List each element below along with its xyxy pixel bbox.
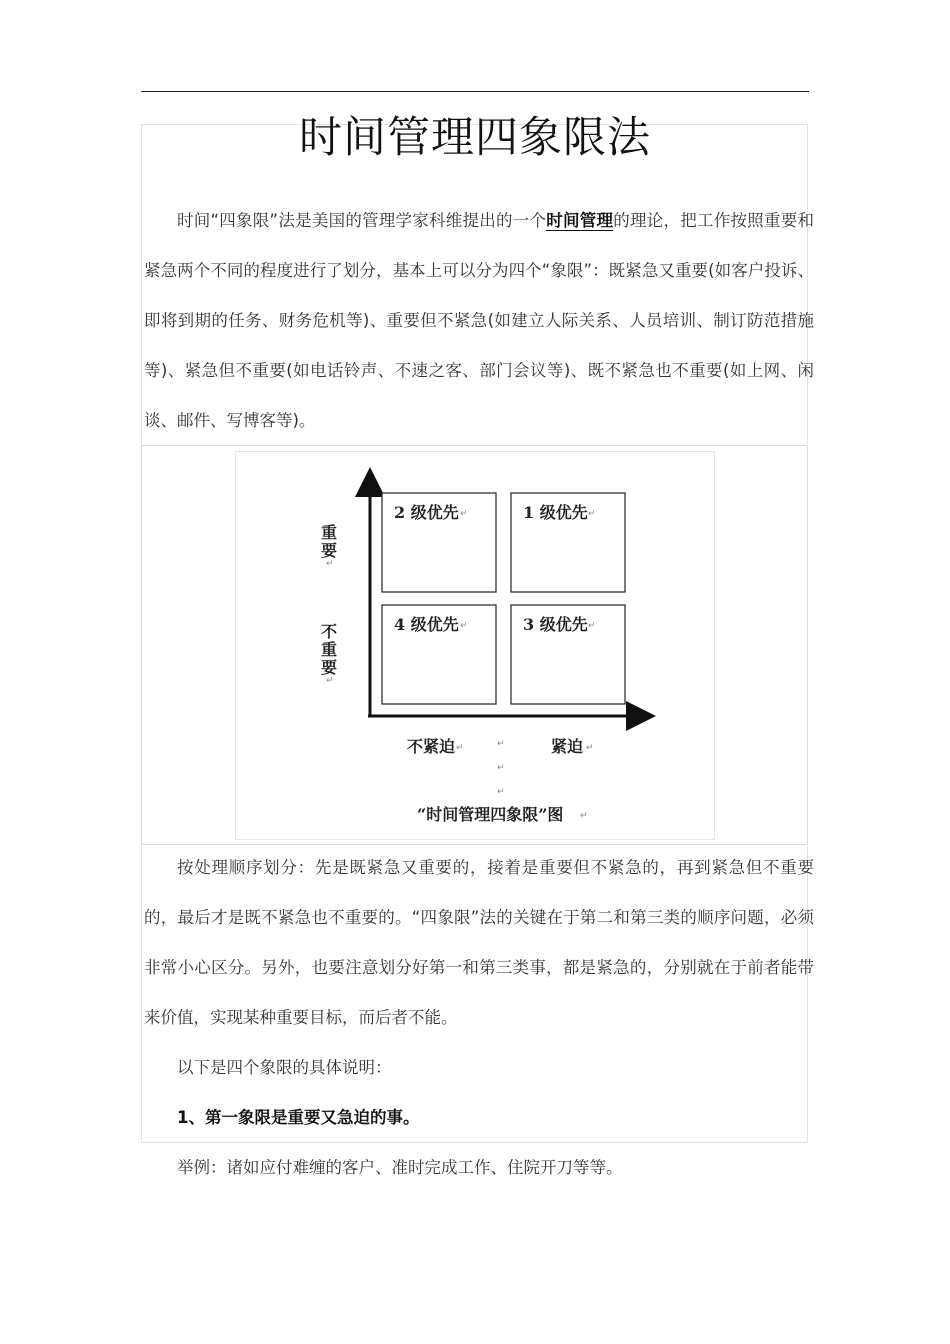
y-label-important-2: 要 [321, 541, 338, 560]
return-mark: ↵ [456, 743, 464, 753]
y-label-important-1: 重 [321, 523, 338, 542]
quadrant-bottom-right-label: 3 级优先 [523, 615, 588, 634]
intro-text-after: 的理论，把工作按照重要和紧急两个不同的程度进行了划分，基本上可以分为四个“象限”：既紧急又重要(如客户投诉、即将到期的任务、财务危机等)、重要但不紧急(如建立人际关系、人员培训、制订防范措施等)、紧急但不重要(如电话铃声、不速之客、部门会议等)、既不紧急也不重要(如上网、闲谈、邮件、写博客等)。 [144, 211, 814, 430]
x-label-not-urgent: 不紧迫 [407, 737, 456, 756]
time-management-link[interactable]: 时间管理 [546, 211, 614, 230]
intro-paragraph [144, 196, 814, 446]
quadrant-top-left-label: 2 级优先 [394, 503, 459, 522]
first-quadrant-heading: 1、第一象限是重要又急迫的事。 [177, 1108, 420, 1127]
return-mark: ↵ [497, 787, 505, 797]
quadrant-top-right-label: 1 级优先 [523, 503, 588, 522]
y-label-unimportant-1: 不 [321, 622, 338, 641]
return-mark: ↵ [460, 509, 468, 519]
return-mark: ↵ [460, 621, 468, 631]
return-mark: ↵ [588, 509, 596, 519]
return-mark: ↵ [580, 811, 588, 821]
return-mark: ↵ [326, 676, 334, 686]
return-mark: ↵ [326, 559, 334, 569]
return-mark: ↵ [588, 621, 596, 631]
y-label-unimportant-3: 要 [321, 658, 338, 677]
y-label-unimportant-2: 重 [321, 640, 338, 659]
return-mark: ↵ [497, 739, 505, 749]
top-rule [141, 91, 809, 92]
figure-caption: “时间管理四象限”图 [417, 805, 564, 824]
quadrant-diagram [236, 452, 714, 839]
quadrant-bottom-left-label: 4 级优先 [394, 615, 459, 634]
x-label-urgent: 紧迫 [551, 737, 584, 756]
return-mark: ↵ [497, 763, 505, 773]
quadrant-figure [235, 451, 715, 840]
intro-list-paragraph: 以下是四个象限的具体说明： [177, 1058, 392, 1077]
page-title: 时间管理四象限法 [299, 113, 651, 163]
order-paragraph: 按处理顺序划分：先是既紧急又重要的，接着是重要但不紧急的，再到紧急但不重要的，最后才是既不紧急也不重要的。“四象限”法的关键在于第二和第三类的顺序问题，必须非常小心区分。另外，也要注意划分好第一和第三类事，都是紧急的，分别就在于前者能带来价值，实现某种重要目标，而后者不能。 [144, 858, 814, 1027]
example-paragraph: 举例：诸如应付难缠的客户、准时完成工作、住院开刀等等。 [177, 1158, 623, 1177]
intro-text-before: 时间“四象限”法是美国的管理学家科维提出的一个 [177, 211, 547, 230]
return-mark: ↵ [586, 743, 594, 753]
